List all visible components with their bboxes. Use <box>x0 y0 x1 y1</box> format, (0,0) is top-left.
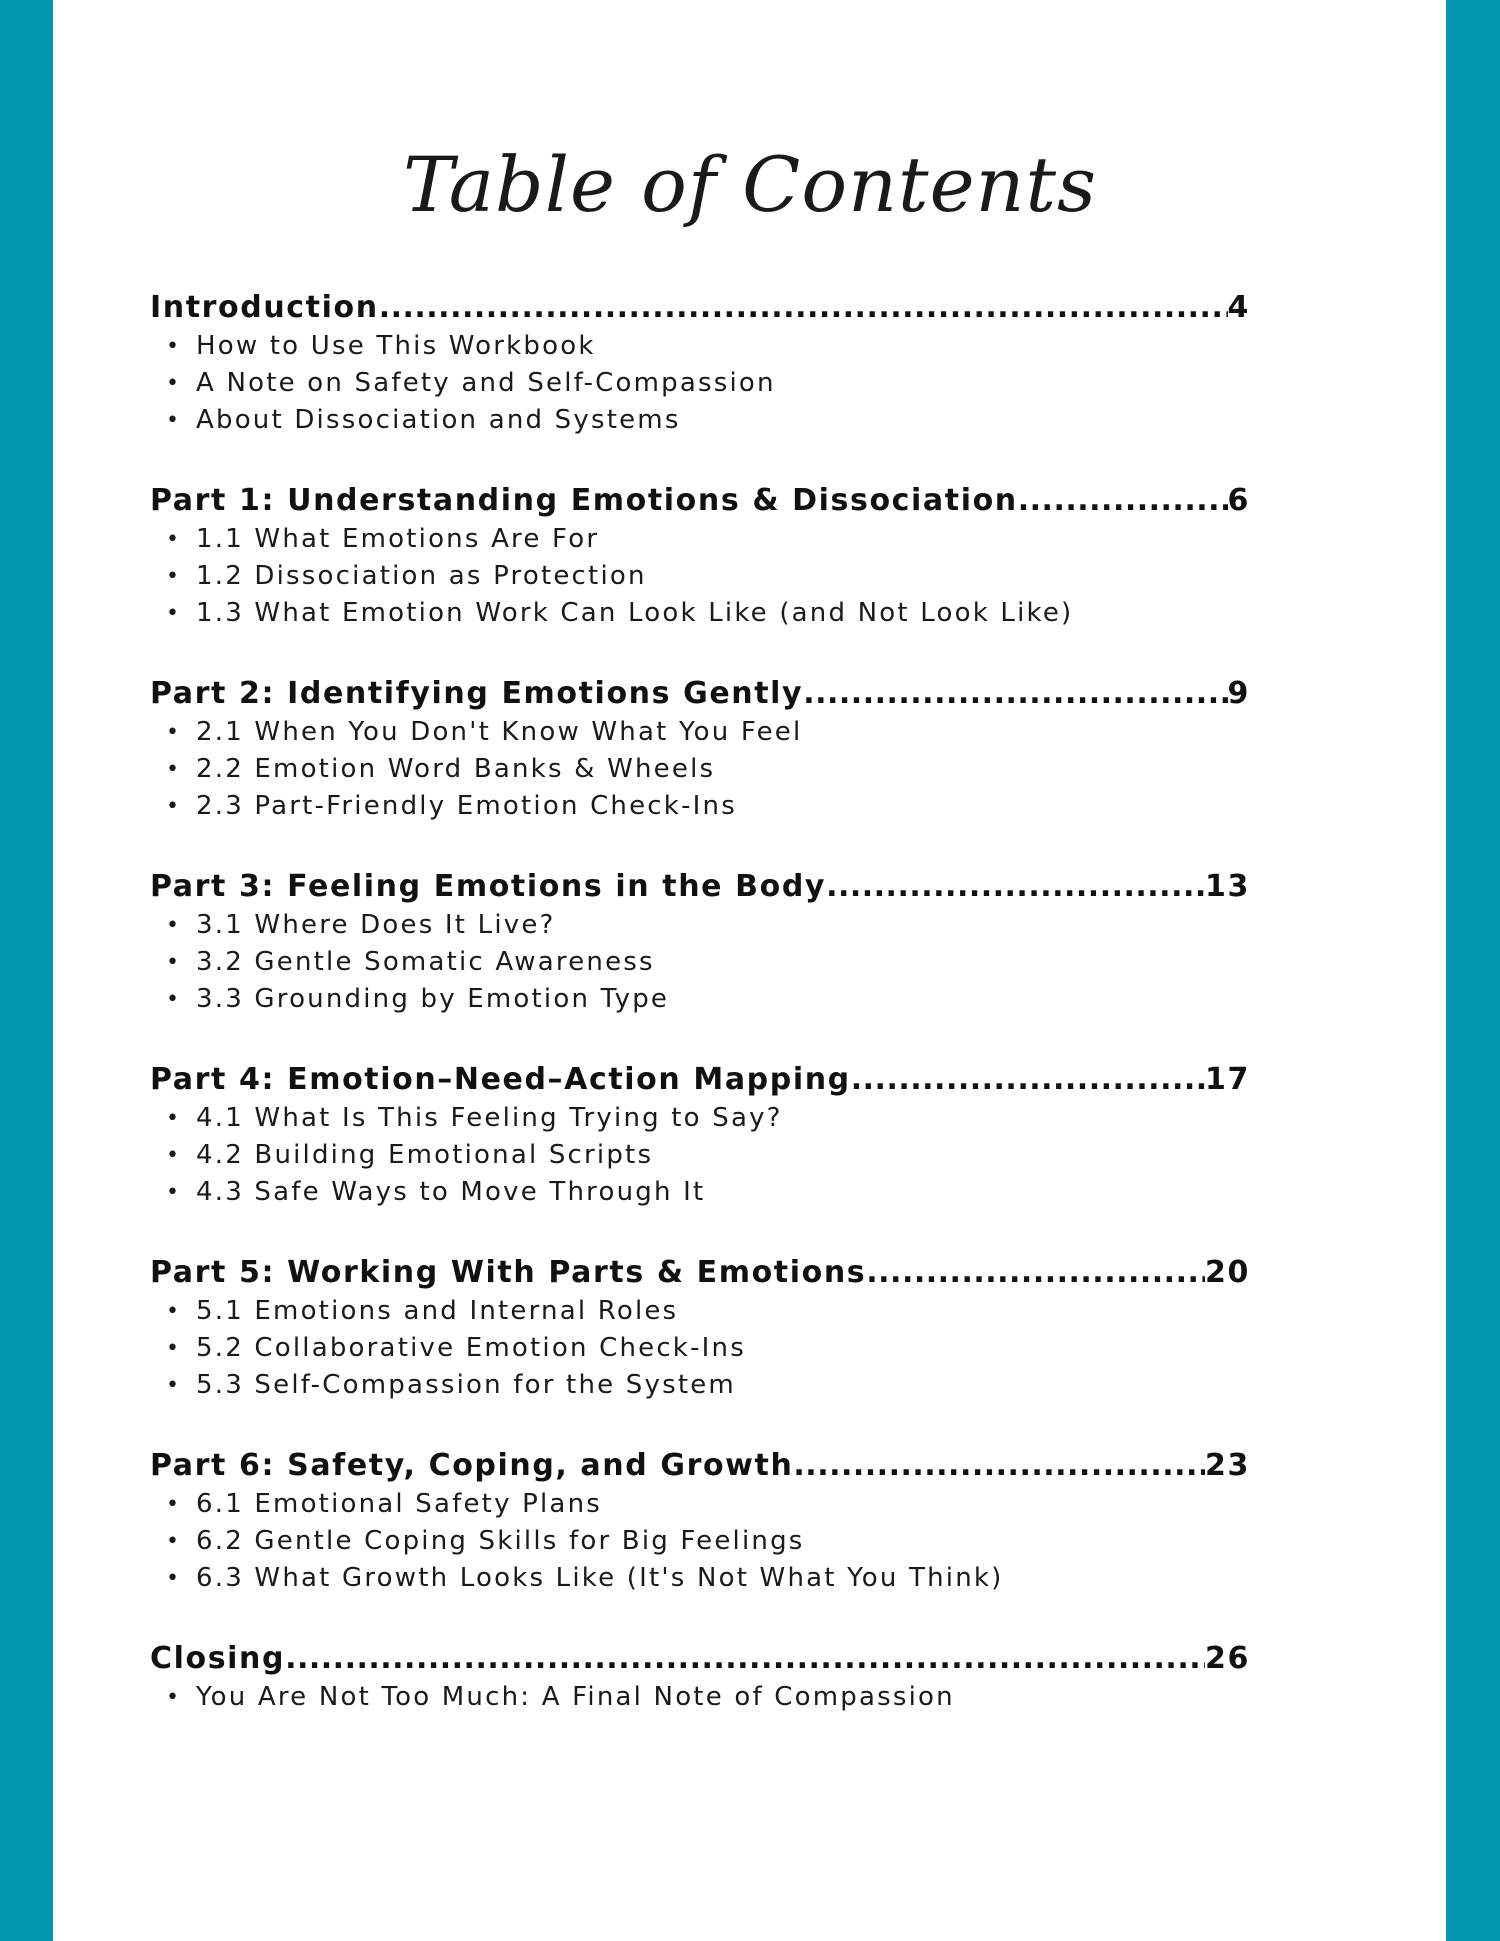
toc-heading[interactable] <box>150 288 1250 328</box>
toc-section-part-3 <box>150 867 1250 1018</box>
toc-subsection-label: 1.1 What Emotions Are For <box>196 524 600 554</box>
table-of-contents <box>150 288 1250 1758</box>
toc-subsection[interactable] <box>150 1293 1250 1330</box>
toc-subsection-label: 2.1 When You Don't Know What You Feel <box>196 717 803 747</box>
toc-subsection-label: 4.3 Safe Ways to Move Through It <box>196 1177 706 1207</box>
toc-subsection-label: 3.3 Grounding by Emotion Type <box>196 984 670 1014</box>
toc-subsection-list <box>150 714 1250 825</box>
toc-section-part-5 <box>150 1253 1250 1404</box>
toc-subsection-list <box>150 328 1250 439</box>
bullet-icon: • <box>166 1566 182 1591</box>
bullet-icon: • <box>166 1373 182 1398</box>
bullet-icon: • <box>166 601 182 626</box>
dot-leader <box>803 674 1227 714</box>
toc-heading-title: Part 1: Understanding Emotions & Dissociation <box>150 483 1018 518</box>
toc-heading-title: Closing <box>150 1641 286 1676</box>
toc-subsection[interactable] <box>150 1367 1250 1404</box>
bullet-icon: • <box>166 1529 182 1554</box>
toc-page-number: 26 <box>1205 1641 1250 1676</box>
toc-section-part-1 <box>150 481 1250 632</box>
toc-subsection[interactable] <box>150 521 1250 558</box>
toc-heading-title: Introduction <box>150 290 379 325</box>
toc-section-part-6 <box>150 1446 1250 1597</box>
bullet-icon: • <box>166 1685 182 1710</box>
toc-subsection[interactable] <box>150 328 1250 365</box>
toc-subsection-label: 6.3 What Growth Looks Like (It's Not What You Think) <box>196 1563 1004 1593</box>
toc-subsection-label: 6.2 Gentle Coping Skills for Big Feelings <box>196 1526 805 1556</box>
bullet-icon: • <box>166 371 182 396</box>
toc-subsection[interactable] <box>150 402 1250 439</box>
bullet-icon: • <box>166 1143 182 1168</box>
left-accent-bar <box>0 0 53 1941</box>
toc-page-number: 20 <box>1205 1255 1250 1290</box>
toc-subsection[interactable] <box>150 1137 1250 1174</box>
toc-page-number: 23 <box>1205 1448 1250 1483</box>
page-title: Table of Contents <box>402 140 1098 229</box>
toc-subsection-label: 1.3 What Emotion Work Can Look Like (and Not Look Like) <box>196 598 1074 628</box>
toc-subsection[interactable] <box>150 1560 1250 1597</box>
toc-page-number: 13 <box>1205 869 1250 904</box>
dot-leader <box>285 1639 1205 1679</box>
toc-section-closing <box>150 1639 1250 1716</box>
toc-subsection-list <box>150 521 1250 632</box>
toc-heading-title: Part 3: Feeling Emotions in the Body <box>150 869 827 904</box>
bullet-icon: • <box>166 1299 182 1324</box>
bullet-icon: • <box>166 1336 182 1361</box>
toc-subsection-label: 4.1 What Is This Feeling Trying to Say? <box>196 1103 783 1133</box>
bullet-icon: • <box>166 1180 182 1205</box>
toc-subsection-label: 2.2 Emotion Word Banks & Wheels <box>196 754 716 784</box>
toc-subsection[interactable] <box>150 1330 1250 1367</box>
toc-heading-title: Part 2: Identifying Emotions Gently <box>150 676 804 711</box>
toc-heading[interactable] <box>150 1253 1250 1293</box>
toc-subsection[interactable] <box>150 1174 1250 1211</box>
toc-page-number: 6 <box>1227 483 1250 518</box>
toc-subsection[interactable] <box>150 1486 1250 1523</box>
toc-subsection[interactable] <box>150 1100 1250 1137</box>
toc-heading[interactable] <box>150 867 1250 907</box>
toc-subsection[interactable] <box>150 907 1250 944</box>
bullet-icon: • <box>166 334 182 359</box>
toc-subsection[interactable] <box>150 944 1250 981</box>
toc-subsection-label: 3.1 Where Does It Live? <box>196 910 556 940</box>
toc-subsection-list <box>150 1486 1250 1597</box>
bullet-icon: • <box>166 987 182 1012</box>
toc-subsection-label: 2.3 Part-Friendly Emotion Check-Ins <box>196 791 737 821</box>
toc-subsection[interactable] <box>150 1679 1250 1716</box>
toc-subsection-label: 5.2 Collaborative Emotion Check-Ins <box>196 1333 746 1363</box>
bullet-icon: • <box>166 720 182 745</box>
toc-subsection[interactable] <box>150 714 1250 751</box>
toc-heading[interactable] <box>150 1060 1250 1100</box>
bullet-icon: • <box>166 1492 182 1517</box>
toc-subsection[interactable] <box>150 751 1250 788</box>
toc-subsection-label: 4.2 Building Emotional Scripts <box>196 1140 654 1170</box>
toc-heading[interactable] <box>150 674 1250 714</box>
toc-subsection-list <box>150 1100 1250 1211</box>
bullet-icon: • <box>166 408 182 433</box>
toc-section-part-4 <box>150 1060 1250 1211</box>
toc-subsection-list <box>150 907 1250 1018</box>
toc-section-introduction <box>150 288 1250 439</box>
dot-leader <box>793 1446 1205 1486</box>
bullet-icon: • <box>166 1106 182 1131</box>
toc-heading[interactable] <box>150 1639 1250 1679</box>
toc-page-number: 9 <box>1227 676 1250 711</box>
toc-subsection[interactable] <box>150 1523 1250 1560</box>
bullet-icon: • <box>166 564 182 589</box>
bullet-icon: • <box>166 527 182 552</box>
toc-subsection-label: You Are Not Too Much: A Final Note of Compassion <box>196 1682 955 1712</box>
toc-subsection[interactable] <box>150 788 1250 825</box>
right-accent-bar <box>1446 0 1500 1941</box>
toc-subsection[interactable] <box>150 365 1250 402</box>
toc-subsection-label: 5.1 Emotions and Internal Roles <box>196 1296 679 1326</box>
toc-page-number: 17 <box>1205 1062 1250 1097</box>
toc-heading[interactable] <box>150 1446 1250 1486</box>
dot-leader <box>851 1060 1205 1100</box>
toc-heading-title: Part 4: Emotion–Need–Action Mapping <box>150 1062 851 1097</box>
dot-leader <box>1018 481 1228 521</box>
toc-subsection-label: 1.2 Dissociation as Protection <box>196 561 647 591</box>
toc-heading[interactable] <box>150 481 1250 521</box>
toc-subsection-label: About Dissociation and Systems <box>196 405 681 435</box>
dot-leader <box>379 288 1228 328</box>
toc-subsection-label: 5.3 Self-Compassion for the System <box>196 1370 736 1400</box>
toc-heading-title: Part 6: Safety, Coping, and Growth <box>150 1448 794 1483</box>
toc-subsection-list <box>150 1679 1250 1716</box>
bullet-icon: • <box>166 757 182 782</box>
toc-subsection-label: A Note on Safety and Self-Compassion <box>196 368 776 398</box>
toc-subsection-list <box>150 1293 1250 1404</box>
dot-leader <box>826 867 1205 907</box>
toc-subsection[interactable] <box>150 595 1250 632</box>
toc-subsection-label: How to Use This Workbook <box>196 331 596 361</box>
toc-subsection-label: 6.1 Emotional Safety Plans <box>196 1489 602 1519</box>
toc-subsection[interactable] <box>150 558 1250 595</box>
toc-page-number: 4 <box>1227 290 1250 325</box>
dot-leader <box>866 1253 1205 1293</box>
toc-heading-title: Part 5: Working With Parts & Emotions <box>150 1255 867 1290</box>
toc-section-part-2 <box>150 674 1250 825</box>
bullet-icon: • <box>166 794 182 819</box>
bullet-icon: • <box>166 913 182 938</box>
bullet-icon: • <box>166 950 182 975</box>
toc-subsection-label: 3.2 Gentle Somatic Awareness <box>196 947 655 977</box>
toc-subsection[interactable] <box>150 981 1250 1018</box>
